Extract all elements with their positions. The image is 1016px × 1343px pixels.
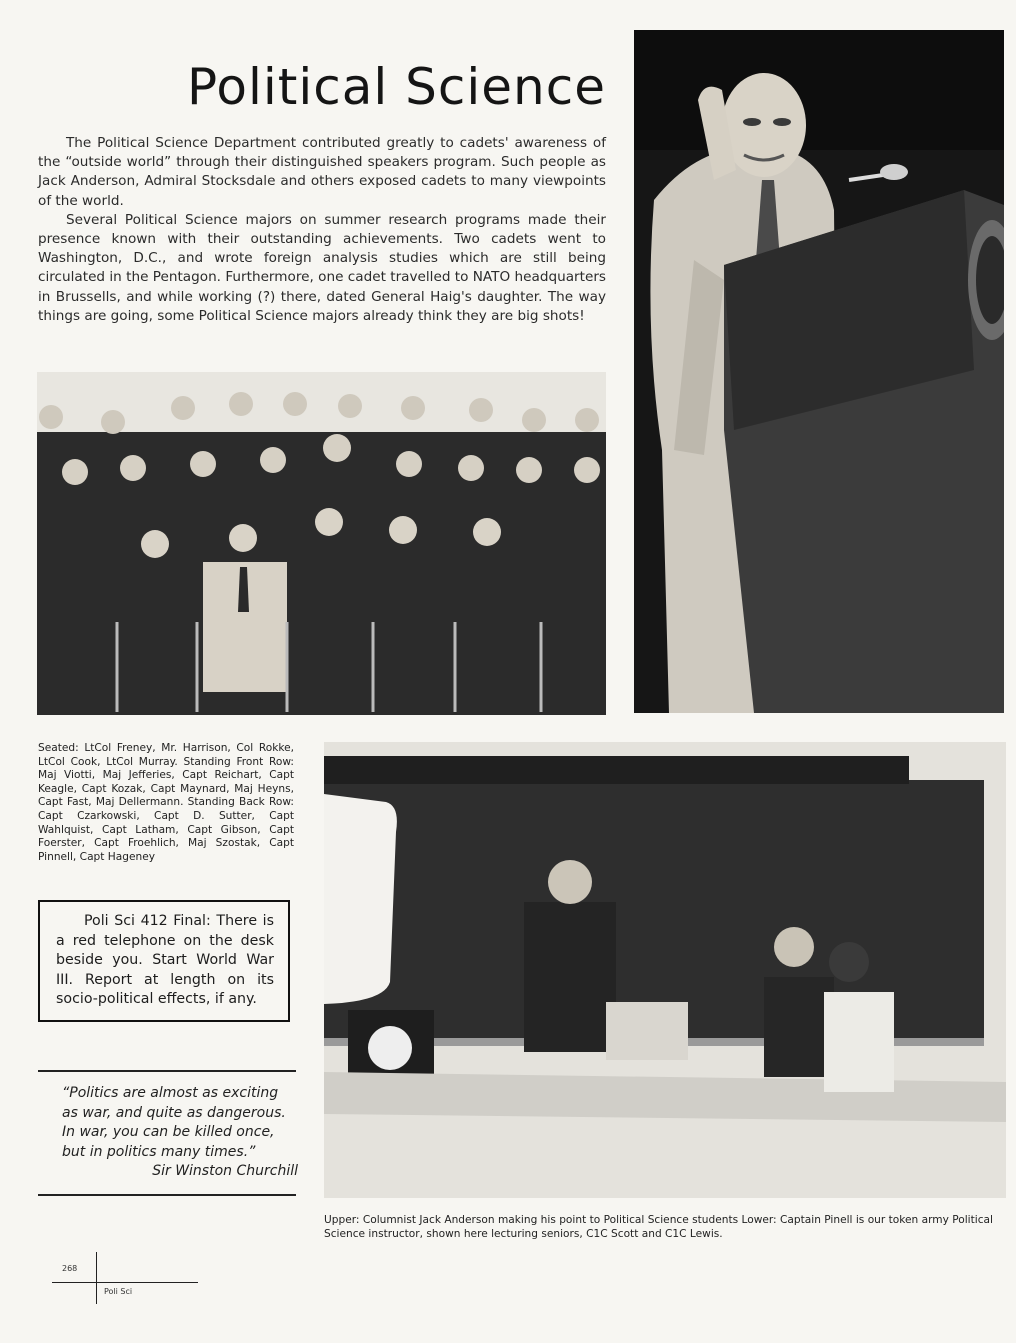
quiz-text: Poli Sci 412 Final: There is a red telephone on the desk beside you. Start World War III. Report at length on its socio-political effects, if any.	[56, 913, 274, 1008]
quote-line: but in politics many times.”	[62, 1143, 256, 1160]
quote-line: “Politics are almost as exciting	[62, 1085, 279, 1101]
group-photo-illustration	[37, 372, 606, 715]
classroom-photo-illustration	[324, 742, 1006, 1198]
speaker-photo-illustration	[634, 30, 1004, 713]
quote-line: In war, you can be killed once,	[62, 1124, 275, 1140]
quote-attribution: Sir Winston Churchill	[152, 1163, 298, 1179]
intro-paragraph: Several Political Science majors on summer research programs made their presence known with their outstanding achievements. Two cadets went to Washington, D.C., and wrote foreign analysis studies which are still being circulated in the Pentagon. Furthermore, one cadet travelled to NATO headquarters in Brussells, and while working (?) there, dated General Haig's daughter. The way things are going, some Political Science majors already think they are big shots!	[38, 211, 606, 324]
page-number: 268	[62, 1264, 78, 1273]
group-photo	[37, 372, 606, 715]
churchill-quote	[62, 1084, 298, 1182]
speaker-photo	[634, 30, 1004, 713]
page-title: Political Science	[187, 58, 606, 116]
intro-paragraph: The Political Science Department contributed greatly to cadets' awareness of the “outside world” through their distinguished speakers program. Such people as Jack Anderson, Admiral Stocksdale and others exposed cadets to many viewpoints of the world.	[38, 135, 606, 209]
classroom-photo	[324, 742, 1006, 1198]
quote-rule-bottom	[38, 1194, 296, 1196]
quote-rule-top	[38, 1070, 296, 1072]
intro-text	[38, 134, 606, 326]
folio-divider-vertical	[96, 1252, 97, 1304]
quote-line: as war, and quite as dangerous.	[62, 1104, 286, 1121]
folio-divider-horizontal	[52, 1282, 198, 1283]
section-label: Poli Sci	[104, 1287, 133, 1296]
quiz-sidebar-box	[38, 900, 290, 1022]
photo-captions: Upper: Columnist Jack Anderson making his point to Political Science students Lower: Captain Pinell is our token army Political Science instructor, shown here lecturing seniors, C1C Scott and C1C Lewis.	[324, 1214, 993, 1240]
group-photo-caption: Seated: LtCol Freney, Mr. Harrison, Col Rokke, LtCol Cook, LtCol Murray. Standing Front Row: Maj Viotti, Maj Jefferies, Capt Reichart, Capt Keagle, Capt Kozak, Capt Maynard, Maj Heyns, Capt Fast, Maj Dellermann. Standing Back Row: Capt Czarkowski, Capt D. Sutter, Capt Wahlquist, Capt Latham, Capt Gibson, Capt Foerster, Capt Froehlich, Maj Szostak, Capt Pinnell, Capt Hageney	[38, 742, 294, 863]
